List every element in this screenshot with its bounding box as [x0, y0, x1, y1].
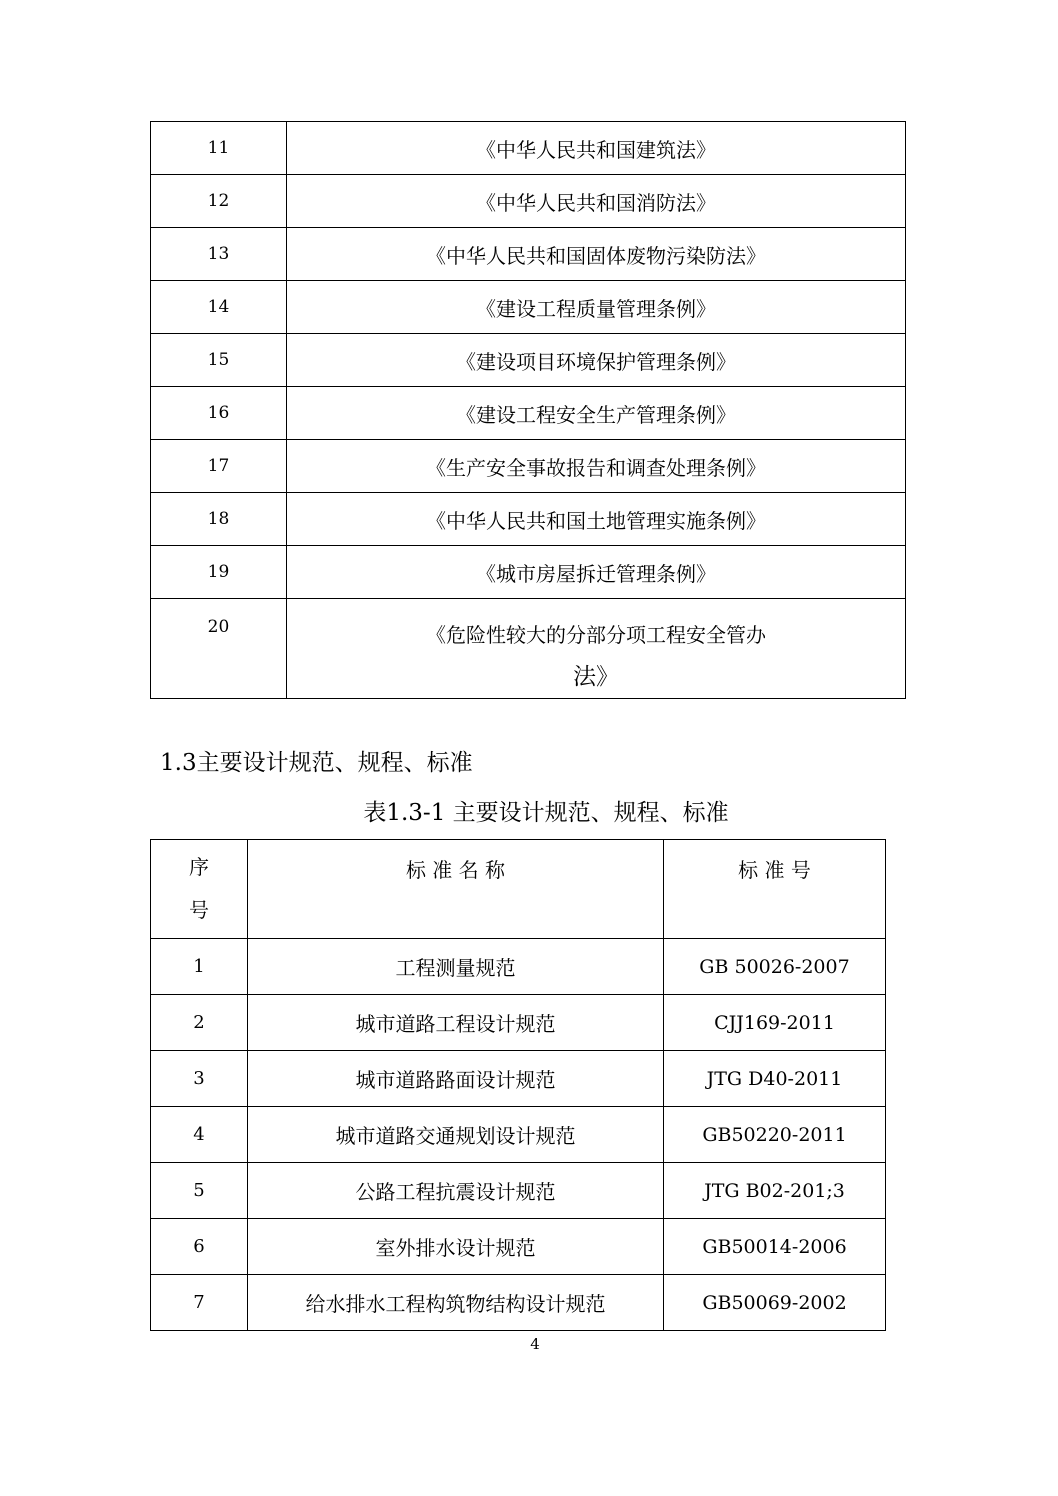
table-row [151, 546, 906, 599]
law-name: 《中华人民共和国土地管理实施条例》 [287, 493, 906, 546]
row-number: 12 [151, 175, 287, 228]
section-heading: 1.3主要设计规范、规程、标准 [160, 750, 473, 776]
table-row [151, 1163, 886, 1219]
header-name: 标 准 名 称 [248, 840, 664, 939]
standard-code: GB50014-2006 [664, 1219, 886, 1275]
table-row [151, 228, 906, 281]
table-row [151, 1275, 886, 1331]
table-row [151, 599, 906, 699]
table-row [151, 387, 906, 440]
table-row [151, 440, 906, 493]
law-name: 《中华人民共和国消防法》 [287, 175, 906, 228]
row-number: 19 [151, 546, 287, 599]
law-name-line1: 《危险性较大的分部分项工程安全管办 [426, 623, 766, 647]
standard-name: 室外排水设计规范 [248, 1219, 664, 1275]
standard-name: 城市道路交通规划设计规范 [248, 1107, 664, 1163]
standard-name: 公路工程抗震设计规范 [248, 1163, 664, 1219]
standard-name: 城市道路工程设计规范 [248, 995, 664, 1051]
row-number: 4 [151, 1107, 248, 1163]
row-number: 15 [151, 334, 287, 387]
row-number: 5 [151, 1163, 248, 1219]
header-number-line2: 号 [189, 898, 209, 922]
header-number-line1: 序 [189, 855, 209, 879]
table-row [151, 122, 906, 175]
table-row [151, 334, 906, 387]
laws-table [150, 121, 906, 699]
law-name: 《中华人民共和国建筑法》 [287, 122, 906, 175]
law-name: 《城市房屋拆迁管理条例》 [287, 546, 906, 599]
row-number: 2 [151, 995, 248, 1051]
table-row [151, 281, 906, 334]
table-row [151, 1051, 886, 1107]
table-row [151, 1219, 886, 1275]
header-number [151, 840, 248, 939]
row-number: 17 [151, 440, 287, 493]
table-header-row [151, 840, 886, 939]
law-name: 《建设工程安全生产管理条例》 [287, 387, 906, 440]
law-name [287, 599, 906, 699]
row-number: 20 [151, 599, 287, 699]
page-number: 4 [530, 1335, 540, 1353]
standard-name: 工程测量规范 [248, 939, 664, 995]
table-row [151, 939, 886, 995]
standard-code: JTG B02-201;3 [664, 1163, 886, 1219]
law-name: 《生产安全事故报告和调查处理条例》 [287, 440, 906, 493]
standard-code: GB50069-2002 [664, 1275, 886, 1331]
law-name: 《建设项目环境保护管理条例》 [287, 334, 906, 387]
table-row [151, 1107, 886, 1163]
standard-code: GB50220-2011 [664, 1107, 886, 1163]
table-row [151, 493, 906, 546]
row-number: 16 [151, 387, 287, 440]
standard-name: 给水排水工程构筑物结构设计规范 [248, 1275, 664, 1331]
standard-code: GB 50026-2007 [664, 939, 886, 995]
row-number: 7 [151, 1275, 248, 1331]
standard-code: JTG D40-2011 [664, 1051, 886, 1107]
header-code: 标 准 号 [664, 840, 886, 939]
law-name-line2: 法》 [573, 664, 619, 690]
row-number: 3 [151, 1051, 248, 1107]
table-row [151, 175, 906, 228]
row-number: 6 [151, 1219, 248, 1275]
standard-code: CJJ169-2011 [664, 995, 886, 1051]
row-number: 14 [151, 281, 287, 334]
law-name: 《建设工程质量管理条例》 [287, 281, 906, 334]
row-number: 11 [151, 122, 287, 175]
row-number: 13 [151, 228, 287, 281]
row-number: 1 [151, 939, 248, 995]
row-number: 18 [151, 493, 287, 546]
standard-name: 城市道路路面设计规范 [248, 1051, 664, 1107]
law-name: 《中华人民共和国固体废物污染防法》 [287, 228, 906, 281]
table-caption: 表1.3-1 主要设计规范、规程、标准 [363, 800, 729, 826]
standards-table [150, 839, 886, 1331]
table-row [151, 995, 886, 1051]
